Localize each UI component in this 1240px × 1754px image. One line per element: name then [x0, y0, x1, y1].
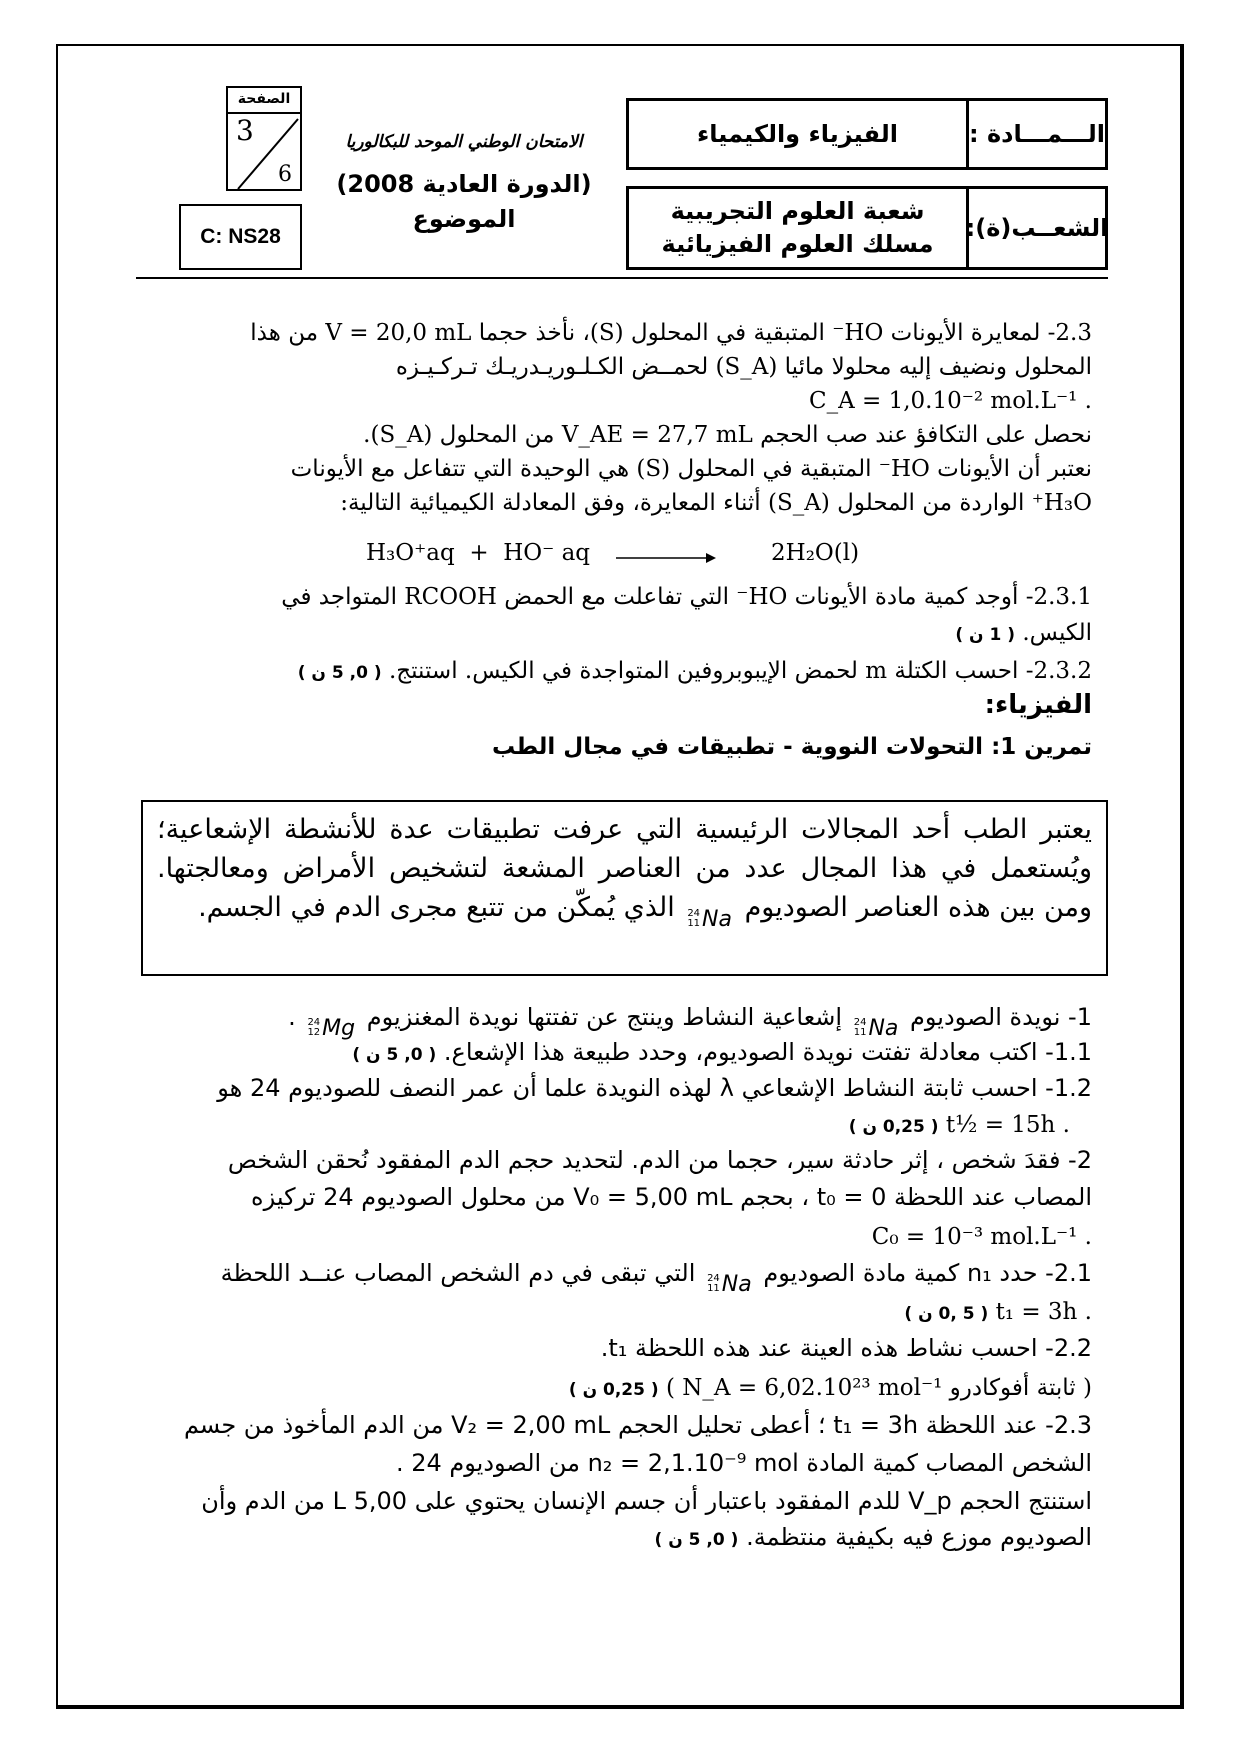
na-mass: 24 — [687, 908, 701, 919]
physics-heading: الفيزياء: — [984, 690, 1092, 720]
intro-box — [141, 800, 1108, 976]
q12-mark: ( 0,25 ن ) — [848, 1117, 939, 1137]
q1-text: 1- نويدة الصوديوم — [910, 1003, 1092, 1031]
q11-line — [352, 1035, 1092, 1073]
q231-mark: ( 1 ن ) — [955, 625, 1015, 645]
q231-line2-text: الكيس. — [1022, 620, 1092, 646]
q22-line1: 2.2- احسب نشاط هذه العينة عند هذه اللحظة t₁. — [600, 1334, 1092, 1362]
q22-line2-text: ( ثابتة أفوكادرو N_A = 6,02.10²³ mol⁻¹ ) — [665, 1375, 1092, 1401]
q23-line4 — [655, 1520, 1092, 1558]
p23-line2: المحلول ونضيف إليه محلولا مائيا (S_A) لحمــض الكـلـوريـدريـك تـركـيـزه — [395, 354, 1092, 380]
branch-line-1: شعبة العلوم التجريبية — [670, 197, 925, 225]
q21-text-b: التي تبقى في دم الشخص المصاب عنــد اللحظة — [220, 1259, 696, 1287]
q21-line2 — [904, 1297, 1092, 1330]
q1-na-z: 11 — [853, 1027, 867, 1038]
q231-line2 — [955, 618, 1092, 651]
branch-box — [626, 186, 1108, 270]
q21-line1 — [221, 1256, 1092, 1302]
mg-z: 12 — [307, 1027, 321, 1038]
q21-na-mass: 24 — [707, 1273, 720, 1284]
reaction-arrow — [616, 548, 716, 568]
q2-line2: المصاب عند اللحظة t₀ = 0 ، بحجم V₀ = 5,00 mL من محلول الصوديوم 24 تركيزه — [251, 1183, 1092, 1211]
na-symbol: Na — [702, 906, 732, 932]
q232-mark: ( 0, 5 ن ) — [297, 663, 382, 683]
q231-line1: 2.3.1- أوجد كمية مادة الأيونات HO⁻ التي تفاعلت مع الحمض RCOOH المتواجد في — [281, 584, 1092, 610]
q23-line2: الشخص المصاب كمية المادة n₂ = 2,1.10⁻⁹ mol من الصوديوم 24 . — [395, 1449, 1092, 1477]
page-total: 6 — [278, 162, 292, 187]
page-number-box — [226, 86, 302, 191]
q21-mark: ( 0, 5 ن ) — [904, 1304, 989, 1324]
p23-line4: نحصل على التكافؤ عند صب الحجم V_AE = 27,7 mL من المحلول (S_A). — [363, 422, 1092, 448]
exam-code: C: NS28 — [179, 204, 302, 270]
q23-line4-text: الصوديوم موزع فيه بكيفية منتظمة. — [746, 1523, 1092, 1551]
q21-na-z: 11 — [707, 1283, 720, 1294]
p23-line1: 2.3- لمعايرة الأيونات HO⁻ المتبقية في المحلول (S)، نأخذ حجما V = 20,0 mL من هذا — [250, 320, 1092, 346]
q1-text-b: إشعاعية النشاط وينتج عن تفتتها نويدة المغنزيوم — [366, 1003, 843, 1031]
equation-right: 2H₂O(l) — [771, 540, 860, 566]
q21-text-a: 2.1- حدد n₁ كمية مادة الصوديوم — [763, 1259, 1092, 1287]
p23-line3: . C_A = 1,0.10⁻² mol.L⁻¹ — [808, 388, 1092, 414]
branch-values — [629, 189, 966, 267]
session-title: (الدورة العادية 2008) — [336, 170, 592, 198]
q22-mark: ( 0,25 ن ) — [568, 1380, 659, 1400]
subject-word: الموضوع — [412, 205, 516, 233]
page-current: 3 — [236, 114, 254, 147]
intro-body: يعتبر الطب أحد المجالات الرئيسية التي عرفت تطبيقات عدة للأنشطة الإشعاعية؛ ويُستعمل في هذا المجال عدد من العناصر المشعة لتشخيص الأمراض ومعالجتها. ومن بين هذه العناصر الصوديوم — [157, 814, 1092, 923]
p23-line6: H₃O⁺ الواردة من المحلول (S_A) أثناء المعايرة، وفق المعادلة الكيميائية التالية: — [340, 490, 1092, 516]
q21-sodium-nuclide — [707, 1267, 752, 1302]
mg-symbol: Mg — [322, 1015, 356, 1041]
q23-mark: ( 0, 5 ن ) — [654, 1530, 739, 1550]
equation — [366, 540, 886, 572]
page-label: الصفحة — [228, 88, 300, 114]
q23-line3: استنتج الحجم V_p للدم المفقود باعتبار أن جسم الإنسان يحتوي على 5,00 L من الدم وأن — [201, 1487, 1092, 1515]
na-z: 11 — [687, 918, 701, 929]
sodium-nuclide — [687, 900, 732, 939]
header-rule — [136, 277, 1108, 279]
mg-mass: 24 — [307, 1017, 321, 1028]
q12-line1: 1.2- احسب ثابتة النشاط الإشعاعي λ لهذه النويدة علما أن عمر النصف للصوديوم 24 هو — [217, 1074, 1092, 1102]
q1-na-mass: 24 — [853, 1017, 867, 1028]
q1-na-symbol: Na — [868, 1015, 899, 1041]
q11-text: 1.1- اكتب معادلة تفتت نويدة الصوديوم، وحدد طبيعة هذا الإشعاع. — [443, 1038, 1092, 1066]
q1-line: 1- نويدة الصوديوم 24 11 Na إشعاعية النشاط وينتج عن تفتتها نويدة المغنزيوم 24 12 Mg . — [288, 1000, 1092, 1046]
q12-line2-text: . t½ = 15h — [945, 1112, 1070, 1138]
q2-line3: . C₀ = 10⁻³ mol.L⁻¹ — [871, 1224, 1092, 1250]
subject-label: الـــمـــادة : — [966, 101, 1105, 167]
p23-line5: نعتبر أن الأيونات HO⁻ المتبقية في المحلول (S) هي الوحيدة التي تتفاعل مع الأيونات — [290, 456, 1092, 482]
exam-title: الامتحان الوطني الموحد للبكالوريا — [345, 132, 583, 152]
intro-text — [157, 810, 1092, 939]
q23-line1: 2.3- عند اللحظة t₁ = 3h ؛ أعطى تحليل الحجم V₂ = 2,00 mL من الدم المأخوذ من جسم — [183, 1411, 1092, 1439]
q21-line2-text: . t₁ = 3h — [995, 1299, 1092, 1325]
q22-line2 — [569, 1373, 1092, 1406]
q12-line2 — [849, 1110, 1070, 1143]
exercise-title: تمرين 1: التحولات النووية - تطبيقات في مجال الطب — [491, 734, 1092, 760]
equation-left: H₃O⁺aq + HO⁻ aq — [366, 540, 591, 566]
subject-value: الفيزياء والكيمياء — [697, 120, 898, 148]
q11-mark: ( 0, 5 ن ) — [352, 1045, 437, 1065]
branch-line-2: مسلك العلوم الفيزيائية — [661, 230, 934, 258]
q21-na-symbol: Na — [721, 1271, 752, 1297]
branch-label: الشعــب(ة): — [966, 189, 1105, 267]
intro-tail: الذي يُمكّن من تتبع مجرى الدم في الجسم. — [198, 892, 675, 923]
q232-line — [298, 656, 1092, 689]
q2-line1: 2- فقدَ شخص ، إثر حادثة سير، حجما من الدم. لتحديد حجم الدم المفقود نُحقن الشخص — [227, 1146, 1092, 1174]
subject-box — [626, 98, 1108, 170]
q232-text: 2.3.2- احسب الكتلة m لحمض الإيبوبروفين المتواجدة في الكيس. استنتج. — [388, 658, 1092, 684]
q1-magnesium-nuclide — [307, 1011, 355, 1046]
